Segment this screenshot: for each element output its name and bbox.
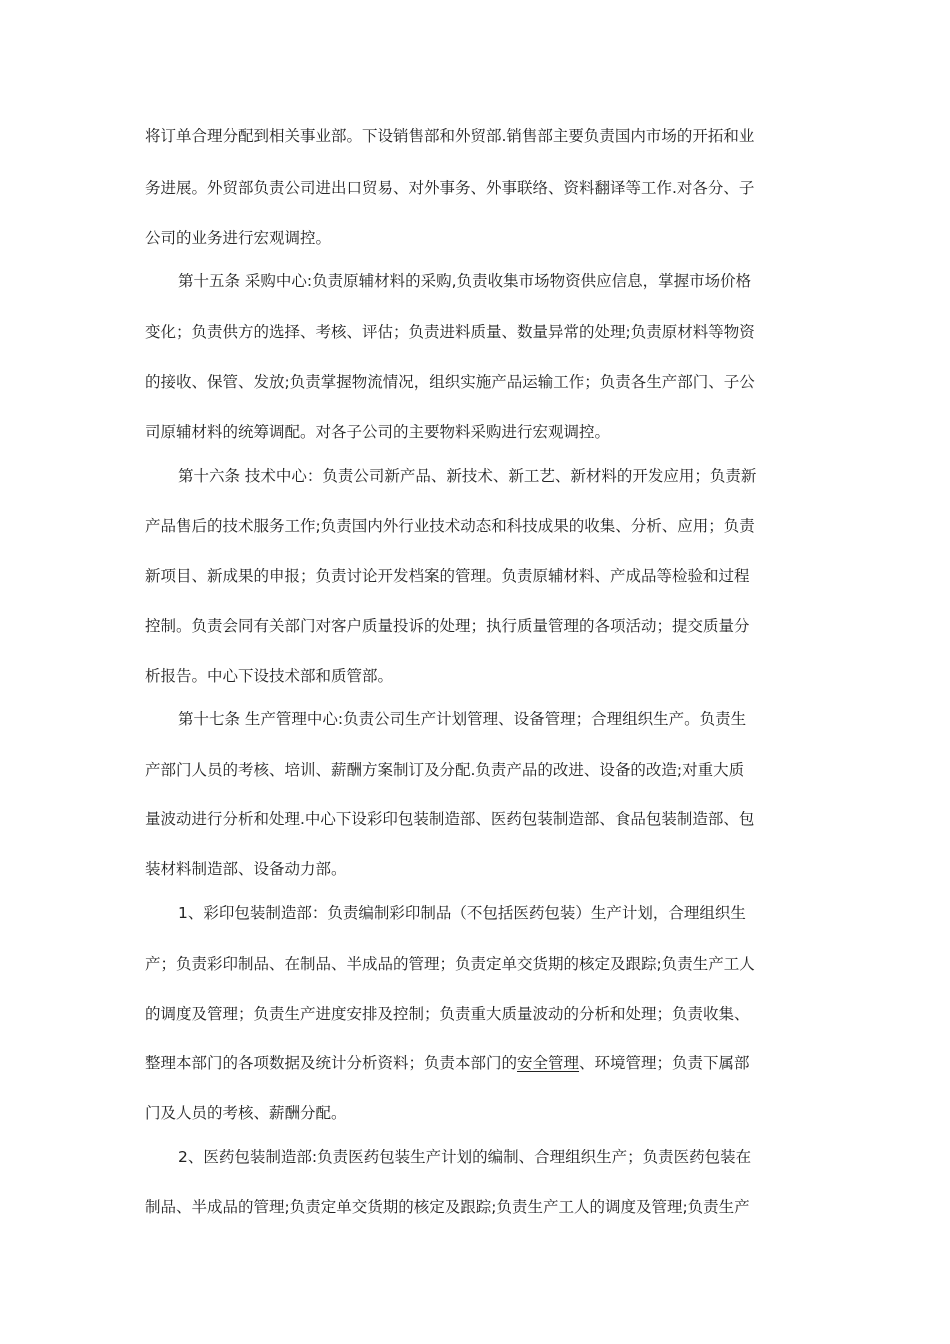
text-line: 1、彩印包装制造部：负责编制彩印制品（不包括医药包装）生产计划，合理组织生 — [178, 904, 746, 922]
text-line: 产；负责彩印制品、在制品、半成品的管理；负责定单交货期的核定及跟踪;负责生产工人 — [145, 955, 755, 973]
text-line: 第十六条 技术中心：负责公司新产品、新技术、新工艺、新材料的开发应用；负责新 — [178, 467, 757, 485]
text-line: 制品、半成品的管理;负责定单交货期的核定及跟踪;负责生产工人的调度及管理;负责生产 — [145, 1198, 750, 1216]
text-segment: 整理本部门的各项数据及统计分析资料；负责本部门的 — [145, 1054, 518, 1072]
text-line: 量波动进行分析和处理.中心下设彩印包装制造部、医药包装制造部、食品包装制造部、包 — [145, 810, 755, 828]
text-line: 将订单合理分配到相关事业部。下设销售部和外贸部.销售部主要负责国内市场的开拓和业 — [145, 127, 755, 145]
text-line: 第十七条 生产管理中心:负责公司生产计划管理、设备管理；合理组织生产。负责生 — [178, 710, 747, 728]
text-line: 司原辅材料的统筹调配。对各子公司的主要物料采购进行宏观调控。 — [145, 423, 611, 441]
text-line: 新项目、新成果的申报；负责讨论开发档案的管理。负责原辅材料、产成品等检验和过程 — [145, 567, 750, 585]
text-line: 公司的业务进行宏观调控。 — [145, 229, 332, 247]
text-line: 的接收、保管、发放;负责掌握物流情况，组织实施产品运输工作；负责各生产部门、子公 — [145, 373, 755, 391]
text-line: 门及人员的考核、薪酬分配。 — [145, 1104, 347, 1122]
text-line: 的调度及管理；负责生产进度安排及控制；负责重大质量波动的分析和处理；负责收集、 — [145, 1005, 750, 1023]
text-line: 析报告。中心下设技术部和质管部。 — [145, 667, 394, 685]
text-segment: 、环境管理；负责下属部 — [579, 1054, 750, 1072]
text-line: 控制。负责会同有关部门对客户质量投诉的处理；执行质量管理的各项活动；提交质量分 — [145, 617, 750, 635]
text-line — [145, 1052, 810, 1074]
text-line: 变化；负责供方的选择、考核、评估；负责进料质量、数量异常的处理;负责原材料等物资 — [145, 323, 755, 341]
text-line: 装材料制造部、设备动力部。 — [145, 860, 347, 878]
text-line: 产品售后的技术服务工作;负责国内外行业技术动态和科技成果的收集、分析、应用；负责 — [145, 517, 755, 535]
text-line: 第十五条 采购中心:负责原辅材料的采购,负责收集市场物资供应信息，掌握市场价格 — [178, 272, 752, 290]
text-line: 产部门人员的考核、培训、薪酬方案制订及分配.负责产品的改进、设备的改造;对重大质 — [145, 761, 745, 779]
text-line: 务进展。外贸部负责公司进出口贸易、对外事务、外事联络、资料翻译等工作.对各分、子 — [145, 179, 755, 197]
text-line: 2、医药包装制造部:负责医药包装生产计划的编制、合理组织生产；负责医药包装在 — [178, 1148, 752, 1166]
safety-management-link[interactable]: 安全管理 — [517, 1054, 580, 1072]
